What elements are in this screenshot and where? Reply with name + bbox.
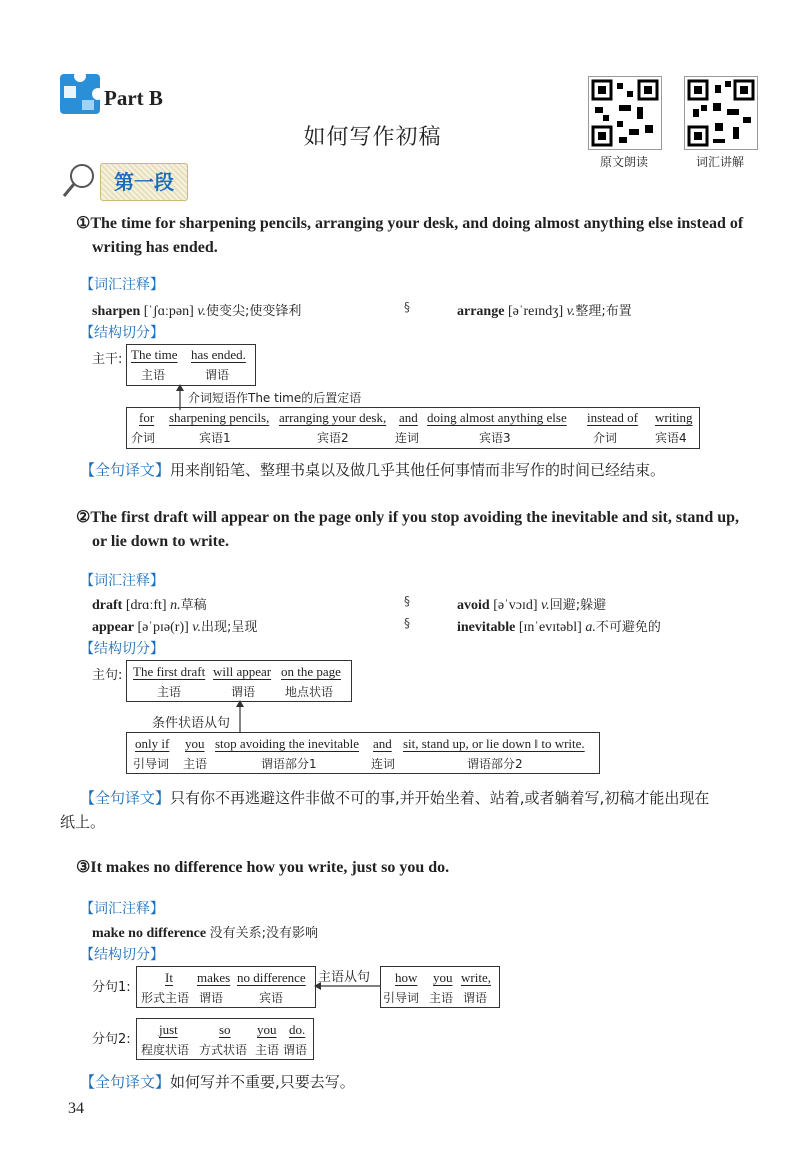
s2-translation — [80, 786, 709, 810]
s3-sc-en-0: how — [395, 970, 418, 985]
s1-line1: ①The time for sharpening pencils, arranging your desk, and doing almost anything else instead of — [76, 215, 744, 232]
s1-m-zh-1: 谓语 — [205, 368, 230, 382]
s1-main-box — [126, 344, 256, 386]
s3-line1: ③It makes no difference how you write, just so you do. — [76, 859, 450, 876]
s2-vocab-1: draft [drɑːft] n.草稿 — [92, 598, 207, 613]
s2-line2: or lie down to write. — [92, 533, 230, 550]
s2-struct-tag: 【结构切分】 — [80, 641, 164, 657]
s1-p-zh-6: 宾语4 — [655, 431, 687, 445]
s3-trans-text: 如何写并不重要,只要去写。 — [170, 1073, 355, 1091]
s3-c2-zh-1: 方式状语 — [199, 1043, 248, 1057]
s1-main-label: 主干: — [92, 352, 123, 367]
s1-trans-tag: 【全句译文】 — [80, 461, 171, 479]
s3-c1-label: 分句1: — [92, 980, 131, 995]
s1-vocab-tag: 【词汇注释】 — [80, 277, 164, 293]
page-title: 如何写作初稿 — [303, 125, 442, 150]
page-number: 34 — [68, 1100, 84, 1117]
s1-m-en-1: has ended. — [191, 347, 246, 362]
s3-c2-en-3: do. — [289, 1022, 306, 1037]
s3-c2-label: 分句2: — [92, 1032, 131, 1047]
s3-subj-label: 主语从句 — [318, 970, 371, 985]
s2-vocab-3: appear [əˈpɪə(r)] v.出现;呈现 — [92, 620, 258, 635]
s2-c-zh-0: 引导词 — [133, 757, 170, 771]
s1-trans-text: 用来削铅笔、整理书桌以及做几乎其他任何事情而非写作的时间已经结束。 — [170, 461, 666, 479]
section-heading: 第一段 — [100, 163, 188, 201]
s3-vocab-1: make no difference 没有关系;没有影响 — [92, 926, 318, 941]
qr-code-vocab[interactable] — [684, 76, 758, 150]
s3-sc-en-1: you — [433, 970, 453, 985]
s3-sc-zh-2: 谓语 — [463, 991, 488, 1005]
s3-c1-zh-0: 形式主语 — [141, 991, 190, 1005]
s1-p-en-1: sharpening pencils, — [169, 410, 270, 425]
part-label: Part B — [104, 86, 163, 110]
s2-main-box — [126, 660, 352, 702]
s2-m-zh-2: 地点状语 — [285, 685, 334, 699]
s3-sc-zh-1: 主语 — [429, 991, 454, 1005]
s1-struct-tag: 【结构切分】 — [80, 325, 164, 341]
s2-vocab-2: avoid [əˈvɔɪd] v.回避;躲避 — [457, 598, 607, 613]
s3-subj-clause-box — [380, 966, 500, 1008]
s3-sc-zh-0: 引导词 — [383, 991, 420, 1005]
s3-c2-en-0: just — [159, 1022, 178, 1037]
puzzle-logo-icon — [58, 72, 102, 116]
s2-c-zh-2: 谓语部分1 — [261, 757, 317, 771]
s2-trans-tag: 【全句译文】 — [80, 789, 171, 807]
magnifier-icon — [60, 162, 96, 200]
s2-main-label: 主句: — [92, 668, 123, 683]
s3-c1-en-0: It — [165, 970, 173, 985]
s2-c-zh-4: 谓语部分2 — [467, 757, 523, 771]
s2-trans-text-2: 纸上。 — [60, 813, 106, 831]
s2-m-en-0: The first draft — [133, 664, 206, 679]
s1-p-zh-1: 宾语1 — [199, 431, 231, 445]
s1-note: 介词短语作The time的后置定语 — [188, 391, 362, 405]
s1-p-en-4: doing almost anything else — [427, 410, 567, 425]
s3-c2-en-1: so — [219, 1022, 231, 1037]
s3-c1-en-1: makes — [197, 970, 231, 985]
s2-m-en-2: on the page — [281, 664, 341, 679]
s2-vocab-tag: 【词汇注释】 — [80, 573, 164, 589]
s3-struct-tag: 【结构切分】 — [80, 947, 164, 963]
s1-m-en-0: The time — [131, 347, 178, 362]
vocab-separator-icon: § — [404, 616, 410, 630]
s1-vocab-1: sharpen [ˈʃɑːpən] v.使变尖;使变锋利 — [92, 304, 302, 319]
qr-code-reading[interactable] — [588, 76, 662, 150]
s3-sc-en-2: write, — [461, 970, 491, 985]
s2-c-en-1: you — [185, 736, 205, 751]
s3-c1-en-2: no difference — [237, 970, 306, 985]
qr2-caption: 词汇讲解 — [695, 155, 744, 169]
s3-c2-box — [136, 1018, 314, 1060]
s3-trans-tag: 【全句译文】 — [80, 1073, 171, 1091]
s2-vocab-4: inevitable [ɪnˈevɪtəbl] a.不可避免的 — [457, 620, 661, 635]
s2-m-zh-0: 主语 — [157, 685, 182, 699]
s3-c2-zh-3: 谓语 — [283, 1043, 308, 1057]
s2-c-en-3: and — [373, 736, 392, 751]
s2-note: 条件状语从句 — [152, 716, 231, 731]
s1-m-zh-0: 主语 — [141, 368, 166, 382]
s3-c2-zh-2: 主语 — [255, 1043, 280, 1057]
s3-c2-en-2: you — [257, 1022, 277, 1037]
s1-p-en-5: instead of — [587, 410, 638, 425]
s3-c2-zh-0: 程度状语 — [141, 1043, 190, 1057]
s1-p-zh-3: 连词 — [395, 431, 420, 445]
vocab-separator-icon: § — [404, 594, 410, 608]
s1-vocab-2: arrange [əˈreɪndʒ] v.整理;布置 — [457, 304, 632, 319]
s3-c1-box — [136, 966, 316, 1008]
s2-trans-text-1: 只有你不再逃避这件非做不可的事,并开始坐着、站着,或者躺着写,初稿才能出现在 — [170, 789, 710, 807]
s2-c-zh-1: 主语 — [183, 757, 208, 771]
s2-line1: ②The first draft will appear on the page only if you stop avoiding the inevitable and sit, stand up, — [76, 509, 740, 526]
s2-c-en-0: only if — [135, 736, 170, 751]
s1-translation — [80, 458, 665, 482]
qr1-caption: 原文朗读 — [599, 155, 648, 169]
s2-clause-box — [126, 732, 600, 774]
s2-c-en-2: stop avoiding the inevitable — [215, 736, 360, 751]
s1-p-en-6: writing — [655, 410, 693, 425]
s2-c-zh-3: 连词 — [371, 757, 396, 771]
s1-p-en-2: arranging your desk, — [279, 410, 387, 425]
s1-p-en-3: and — [399, 410, 418, 425]
s2-m-en-1: will appear — [213, 664, 272, 679]
s3-c1-zh-2: 宾语 — [259, 991, 284, 1005]
qr-pattern-icon — [589, 77, 661, 149]
s1-line2: writing has ended. — [92, 239, 218, 256]
s1-p-en-0: for — [139, 410, 155, 425]
s3-translation — [80, 1070, 355, 1094]
s2-m-zh-1: 谓语 — [231, 685, 256, 699]
s1-phrase-box — [126, 407, 700, 449]
up-arrow-icon — [234, 700, 246, 733]
s2-c-en-4: sit, stand up, or lie down ‖ to write. — [403, 736, 585, 751]
s3-c1-zh-1: 谓语 — [199, 991, 224, 1005]
s1-p-zh-2: 宾语2 — [317, 431, 349, 445]
vocab-separator-icon: § — [404, 300, 410, 314]
s1-p-zh-5: 介词 — [593, 431, 618, 445]
s1-p-zh-4: 宾语3 — [479, 431, 511, 445]
qr-pattern-icon — [685, 77, 757, 149]
s3-vocab-tag: 【词汇注释】 — [80, 901, 164, 917]
s1-p-zh-0: 介词 — [131, 431, 156, 445]
